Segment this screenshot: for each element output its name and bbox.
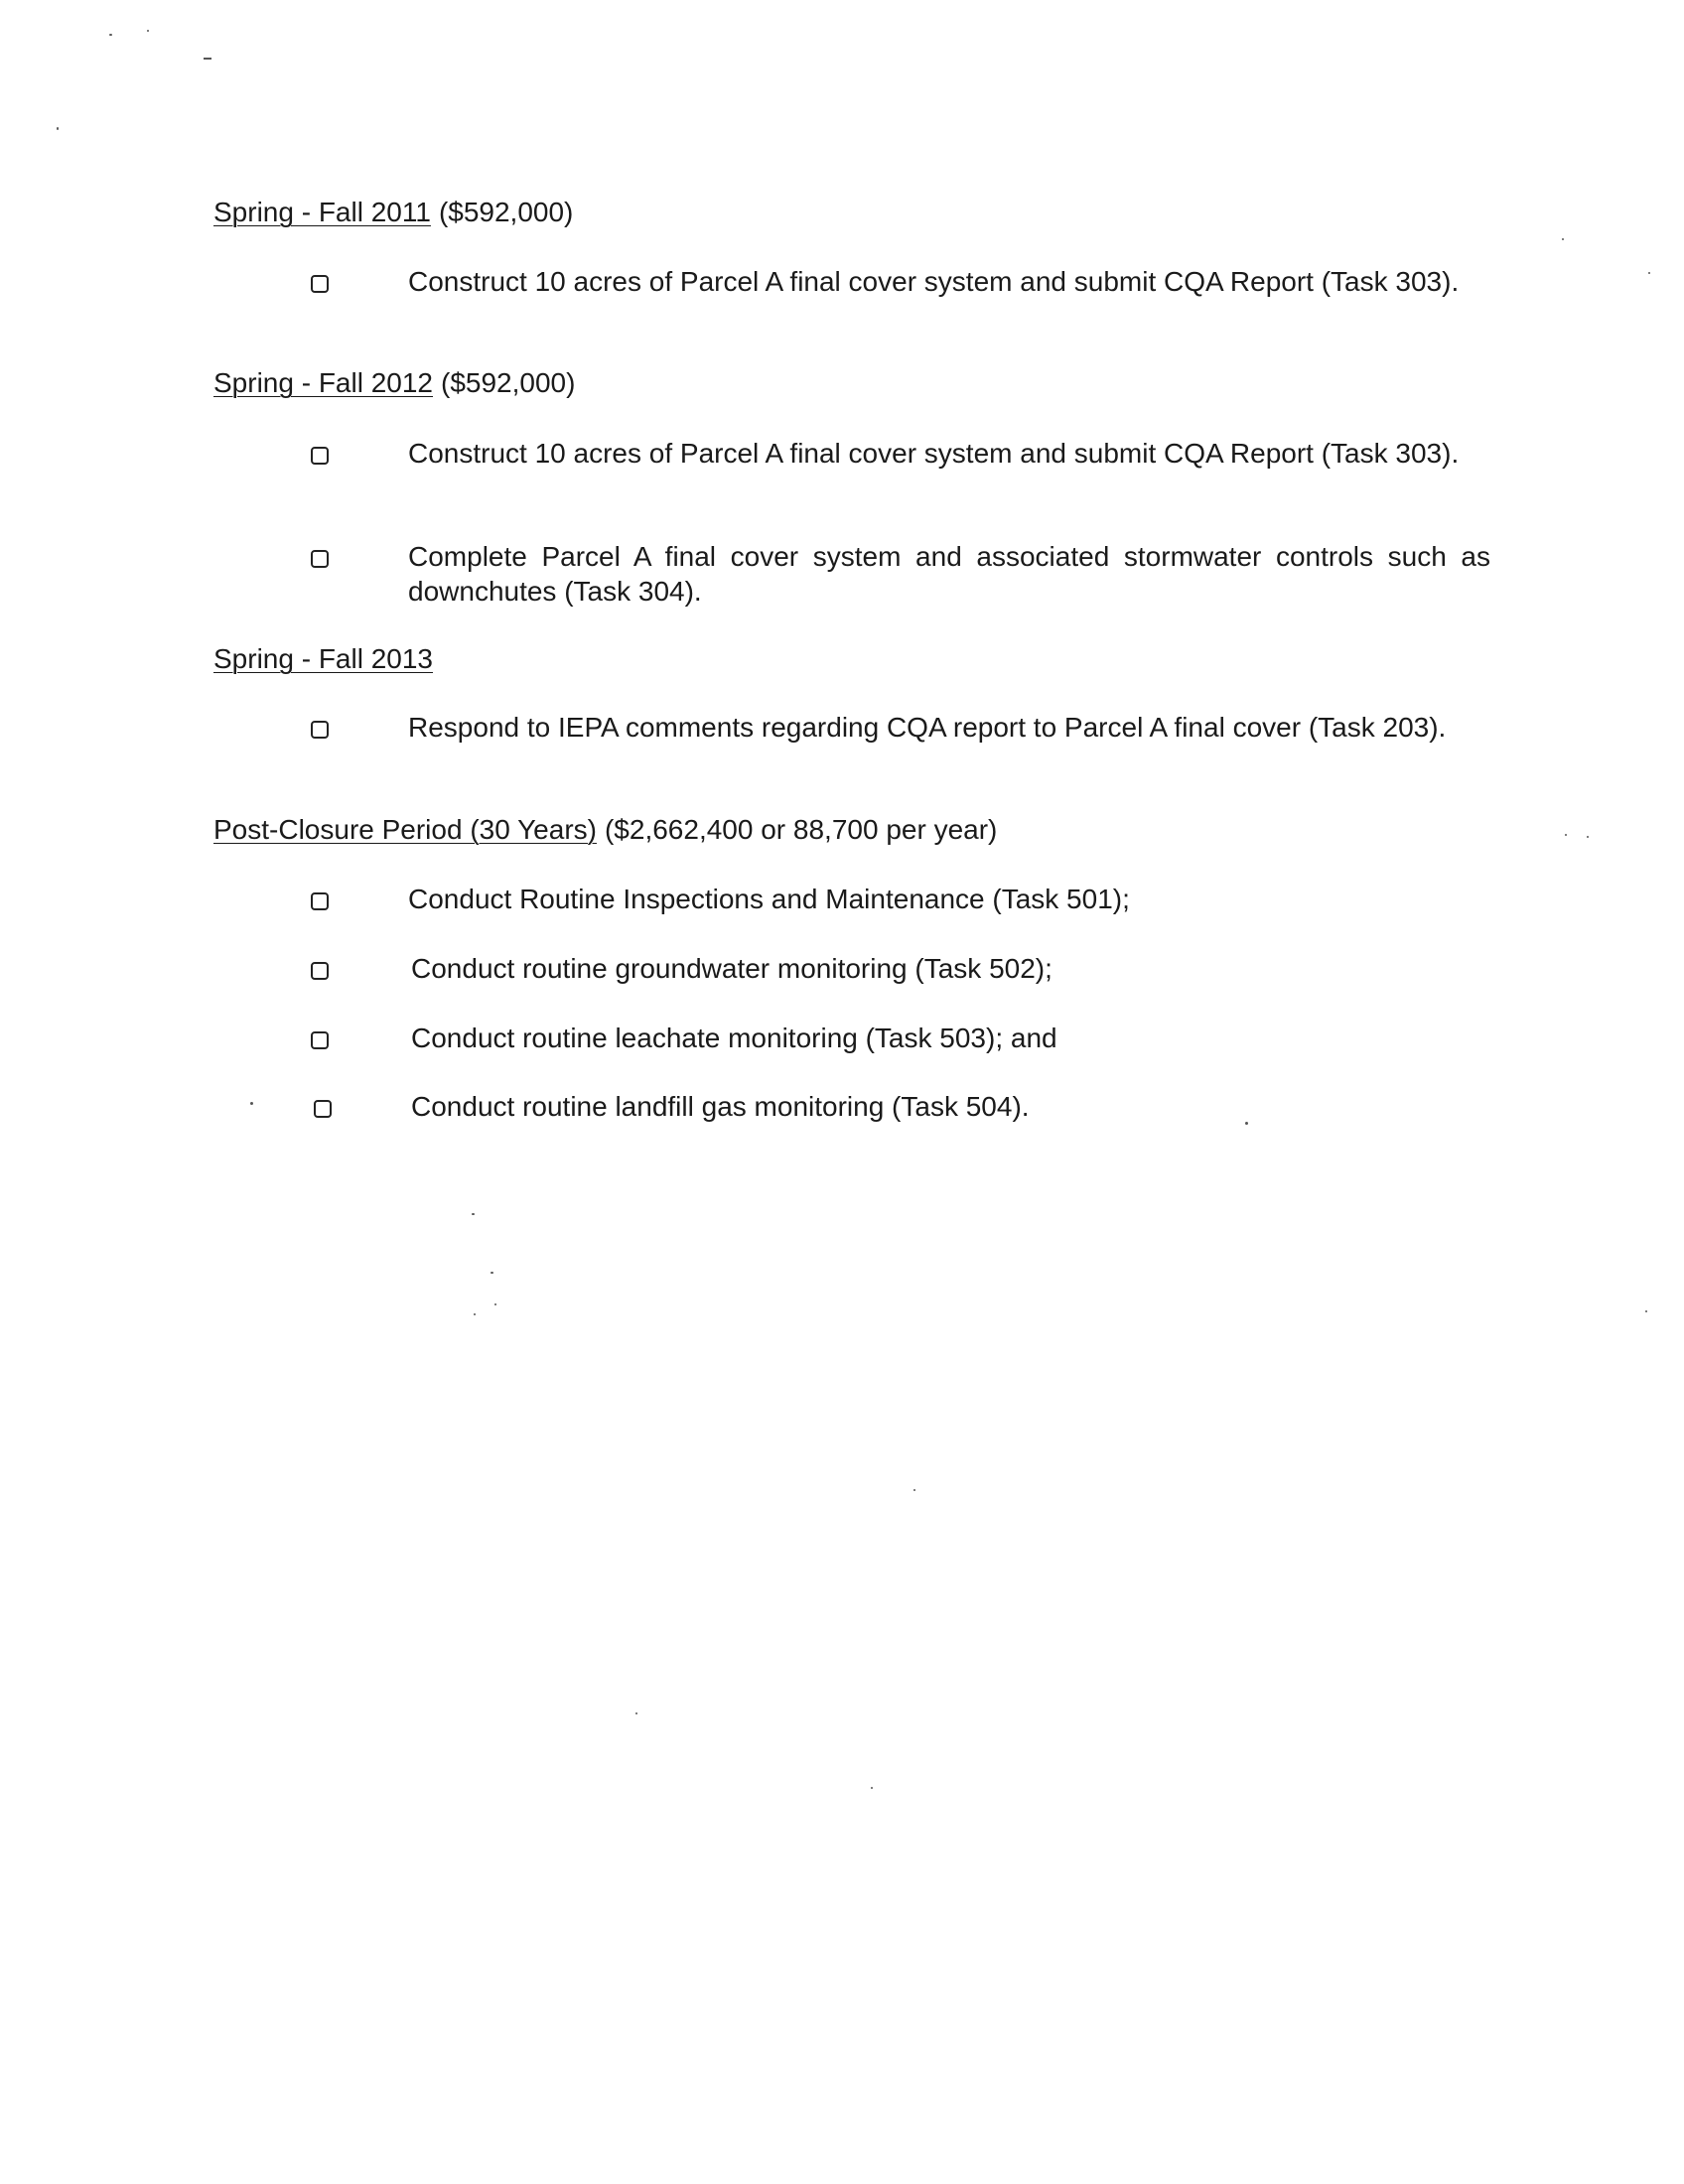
section-heading (213, 641, 441, 677)
section-heading (213, 365, 575, 401)
scan-speck (57, 127, 59, 130)
scan-speck (1648, 272, 1650, 274)
scan-speck (913, 1489, 915, 1491)
section-heading-amount: ($592,000) (441, 367, 576, 398)
list-item-text: Construct 10 acres of Parcel A final cover system and submit CQA Report (Task 303). (408, 266, 1460, 297)
section-heading-title: Spring - Fall 2012 (213, 367, 434, 398)
section-heading-title: Post-Closure Period (30 Years) (213, 814, 597, 845)
scan-speck (494, 1303, 496, 1305)
checkbox-icon (311, 1031, 329, 1049)
scan-speck (871, 1787, 873, 1789)
section-heading-amount: ($2,662,400 or 88,700 per year) (604, 814, 998, 845)
section-heading-amount: ($592,000) (438, 197, 574, 227)
scan-speck (1645, 1310, 1647, 1312)
list-item-text: Conduct routine groundwater monitoring (Task 502); (411, 953, 1052, 984)
list-item-text: Conduct Routine Inspections and Maintenance (Task 501); (408, 884, 1130, 914)
checkbox-icon (311, 962, 329, 980)
scan-speck (635, 1712, 637, 1714)
scan-speck (1587, 836, 1589, 838)
scan-speck (474, 1313, 476, 1315)
scan-speck (1245, 1122, 1248, 1125)
list-item-text: Conduct routine leachate monitoring (Task 503); and (411, 1023, 1057, 1053)
checkbox-icon (311, 447, 329, 465)
section-heading-title: Spring - Fall 2011 (213, 197, 431, 227)
scan-speck (472, 1213, 475, 1215)
checkbox-icon (311, 721, 329, 739)
list-item-text: Complete Parcel A final cover system and associated stormwater controls such as downchutes (Task 304). (408, 541, 1490, 607)
scan-speck (491, 1272, 493, 1274)
list-item-text: Respond to IEPA comments regarding CQA report to Parcel A final cover (Task 203). (408, 712, 1447, 743)
checkbox-icon (311, 275, 329, 293)
section-heading-title: Spring - Fall 2013 (213, 643, 434, 674)
checkbox-icon (311, 550, 329, 568)
scan-speck (1562, 238, 1564, 240)
scan-speck (250, 1102, 253, 1105)
section-heading (213, 812, 997, 848)
list-item-text: Construct 10 acres of Parcel A final cover system and submit CQA Report (Task 303). (408, 438, 1460, 469)
scan-speck (109, 34, 112, 36)
scan-speck (147, 30, 149, 32)
scan-speck (1565, 834, 1567, 836)
checkbox-icon (311, 892, 329, 910)
section-heading (213, 195, 573, 230)
list-item-text: Conduct routine landfill gas monitoring (Task 504). (411, 1091, 1030, 1122)
scan-speck (204, 58, 211, 60)
checkbox-icon (314, 1100, 332, 1118)
